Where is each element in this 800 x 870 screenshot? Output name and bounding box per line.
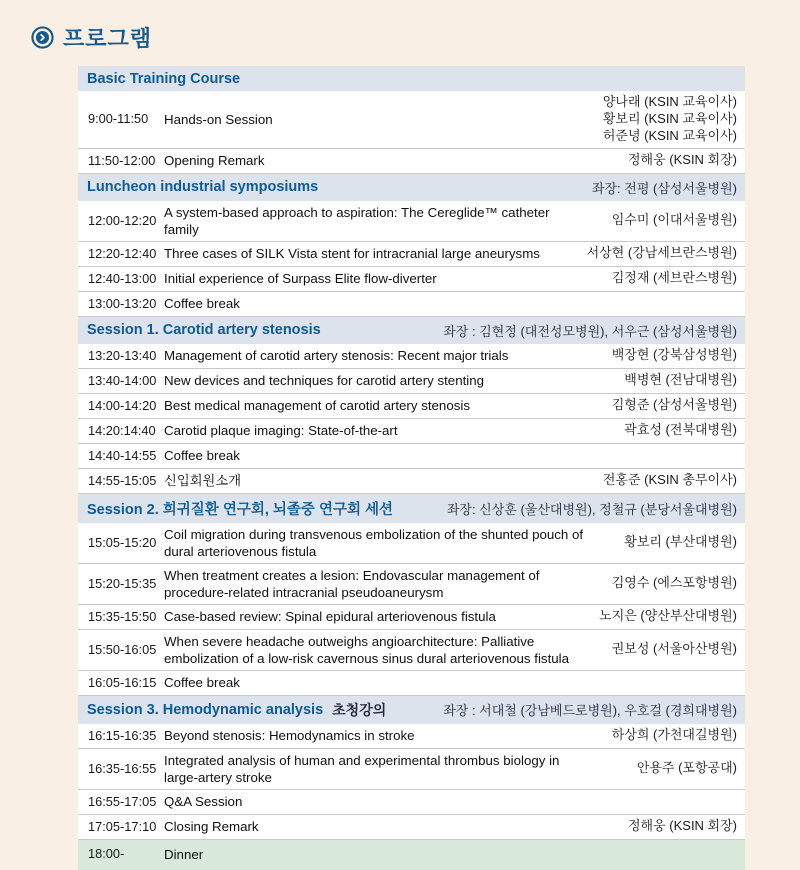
- row-title: Hands-on Session: [164, 111, 273, 127]
- program-row: [78, 840, 745, 870]
- section-chair: 좌장: 신상훈 (울산대병원), 정철규 (분당서울대병원): [446, 501, 737, 517]
- row-time: 15:05-15:20: [88, 534, 157, 550]
- row-title: Coffee break: [164, 675, 240, 691]
- page-header: [0, 0, 800, 53]
- row-time: 14:20:14:40: [88, 422, 156, 438]
- row-title: Management of carotid artery stenosis: Recent major trials: [164, 348, 509, 364]
- program-table: [78, 66, 745, 870]
- row-title: Coffee break: [164, 296, 240, 312]
- speaker-line: 곽효성 (전북대병원): [624, 422, 737, 438]
- row-time: 16:35-16:55: [88, 760, 157, 776]
- row-speaker: [603, 94, 737, 145]
- section-chair: 좌장: 전평 (삼성서울병원): [591, 180, 737, 196]
- row-speaker: [612, 397, 737, 414]
- row-time: 15:20-15:35: [88, 575, 157, 591]
- section-header: [78, 696, 745, 724]
- program-row: [78, 724, 745, 749]
- row-title: Integrated analysis of human and experimental thrombus biology in large-artery stroke: [164, 752, 560, 785]
- row-speaker: [599, 608, 737, 625]
- speaker-line: 하상희 (가천대길병원): [611, 727, 737, 743]
- section-title: Session 1. Carotid artery stenosis: [87, 322, 321, 339]
- row-speaker: [612, 347, 737, 364]
- row-speaker: [612, 212, 737, 229]
- row-time: 12:00-12:20: [88, 212, 157, 228]
- speaker-line: 김형준 (삼성서울병원): [611, 397, 737, 413]
- circle-arrow-right-icon: [31, 26, 54, 49]
- row-title: When severe headache outweighs angioarchitecture: Palliative embolization of a low-risk cavernous sinus dural arteriovenous fistula: [164, 633, 570, 666]
- program-row: [78, 605, 745, 630]
- row-title: Coffee break: [164, 448, 240, 464]
- speaker-line: 황보리 (KSIN 교육이사): [602, 110, 737, 126]
- speaker-line: 안용주 (포항공대): [636, 760, 737, 776]
- section-title-suffix: 초청강의: [332, 701, 387, 718]
- program-row: [78, 242, 745, 267]
- program-row: [78, 749, 745, 790]
- row-title: New devices and techniques for carotid artery stenting: [164, 373, 485, 389]
- section-title: Basic Training Course: [87, 70, 241, 87]
- row-title: Coil migration during transvenous embolization of the shunted pouch of dural arteriovenous fistula: [164, 526, 584, 559]
- program-row: [78, 790, 745, 815]
- row-speaker: [624, 372, 737, 389]
- row-speaker: [612, 727, 737, 744]
- section-chair: 좌장 : 서대철 (강남베드로병원), 우호걸 (경희대병원): [443, 703, 737, 719]
- row-time: 15:35-15:50: [88, 608, 157, 624]
- speaker-line: 노지은 (양산부산대병원): [599, 608, 737, 624]
- program-row: [78, 292, 745, 317]
- row-time: 13:20-13:40: [88, 347, 157, 363]
- row-time: 16:15-16:35: [88, 727, 157, 743]
- row-title: Case-based review: Spinal epidural arteriovenous fistula: [164, 609, 496, 625]
- speaker-line: 백장현 (강북삼성병원): [611, 347, 737, 363]
- row-speaker: [587, 245, 737, 262]
- speaker-line: 허준녕 (KSIN 교육이사): [602, 127, 737, 143]
- speaker-line: 서상현 (강남세브란스병원): [586, 245, 737, 261]
- section-header: [78, 174, 745, 201]
- row-time: 14:55-15:05: [88, 472, 157, 488]
- row-title: Closing Remark: [164, 819, 259, 835]
- program-row: [78, 419, 745, 444]
- page-title: 프로그램: [63, 26, 153, 51]
- row-time: 17:05-17:10: [88, 818, 157, 834]
- row-time: 12:40-13:00: [88, 270, 157, 286]
- program-row: [78, 671, 745, 696]
- program-row: [78, 394, 745, 419]
- row-title: When treatment creates a lesion: Endovascular management of procedure-related intracranial pseudoaneurysm: [164, 567, 540, 600]
- row-time: 16:55-17:05: [88, 793, 157, 809]
- row-time: 14:00-14:20: [88, 397, 157, 413]
- program-row: [78, 815, 745, 840]
- row-title: 신입회원소개: [164, 473, 242, 489]
- speaker-line: 정해웅 (KSIN 회장): [627, 818, 737, 834]
- section-title: Session 2. 희귀질환 연구회, 뇌졸중 연구회 세션: [87, 501, 394, 518]
- row-title: Q&A Session: [164, 794, 243, 810]
- row-title: Beyond stenosis: Hemodynamics in stroke: [164, 728, 415, 744]
- row-time: 11:50-12:00: [88, 152, 156, 168]
- speaker-line: 전홍준 (KSIN 총무이사): [602, 472, 737, 488]
- program-row: [78, 369, 745, 394]
- program-row: [78, 630, 745, 671]
- program-row: [78, 91, 745, 149]
- row-time: 16:05-16:15: [88, 674, 157, 690]
- row-speaker: [637, 760, 737, 777]
- row-speaker: [603, 472, 737, 489]
- row-title: Dinner: [164, 846, 204, 862]
- row-time: 9:00-11:50: [88, 111, 149, 127]
- program-row: [78, 469, 745, 494]
- section-title: Luncheon industrial symposiums: [87, 179, 319, 196]
- row-time: 15:50-16:05: [88, 641, 157, 657]
- section-header: [78, 66, 745, 91]
- row-speaker: [628, 152, 737, 169]
- program-row: [78, 201, 745, 242]
- speaker-line: 양나래 (KSIN 교육이사): [602, 94, 737, 109]
- row-title: Opening Remark: [164, 153, 265, 169]
- row-time: 18:00-: [88, 846, 125, 862]
- section-header: [78, 317, 745, 344]
- section-chair: 좌장 : 김현정 (대전성모병원), 서우근 (삼성서울병원): [443, 323, 737, 339]
- row-speaker: [612, 641, 737, 658]
- row-speaker: [624, 534, 737, 551]
- speaker-line: 김영수 (에스포항병원): [611, 575, 737, 591]
- speaker-line: 황보리 (부산대병원): [624, 534, 737, 550]
- speaker-line: 김정재 (세브란스병원): [611, 270, 737, 286]
- row-title: Best medical management of carotid artery stenosis: [164, 398, 470, 414]
- row-title: Initial experience of Surpass Elite flow-diverter: [164, 271, 437, 287]
- row-speaker: [628, 818, 737, 835]
- row-time: 13:00-13:20: [88, 295, 157, 311]
- row-title: A system-based approach to aspiration: The Cereglide™ catheter family: [164, 204, 550, 237]
- row-speaker: [612, 575, 737, 592]
- row-time: 13:40-14:00: [88, 372, 157, 388]
- program-row: [78, 267, 745, 292]
- speaker-line: 정해웅 (KSIN 회장): [627, 152, 737, 168]
- program-row: [78, 149, 745, 174]
- program-row: [78, 523, 745, 564]
- row-time: 12:20-12:40: [88, 245, 157, 261]
- row-speaker: [624, 422, 737, 439]
- row-title: Carotid plaque imaging: State-of-the-art: [164, 423, 398, 439]
- program-row: [78, 564, 745, 605]
- program-row: [78, 344, 745, 369]
- row-speaker: [612, 270, 737, 287]
- program-row: [78, 444, 745, 469]
- section-title: Session 3. Hemodynamic analysis: [87, 701, 324, 718]
- row-time: 14:40-14:55: [88, 447, 157, 463]
- speaker-line: 임수미 (이대서울병원): [611, 212, 737, 228]
- speaker-line: 백병현 (전남대병원): [624, 372, 737, 388]
- speaker-line: 권보성 (서울아산병원): [611, 641, 737, 657]
- row-title: Three cases of SILK Vista stent for intracranial large aneurysms: [164, 246, 540, 262]
- section-header: [78, 494, 745, 523]
